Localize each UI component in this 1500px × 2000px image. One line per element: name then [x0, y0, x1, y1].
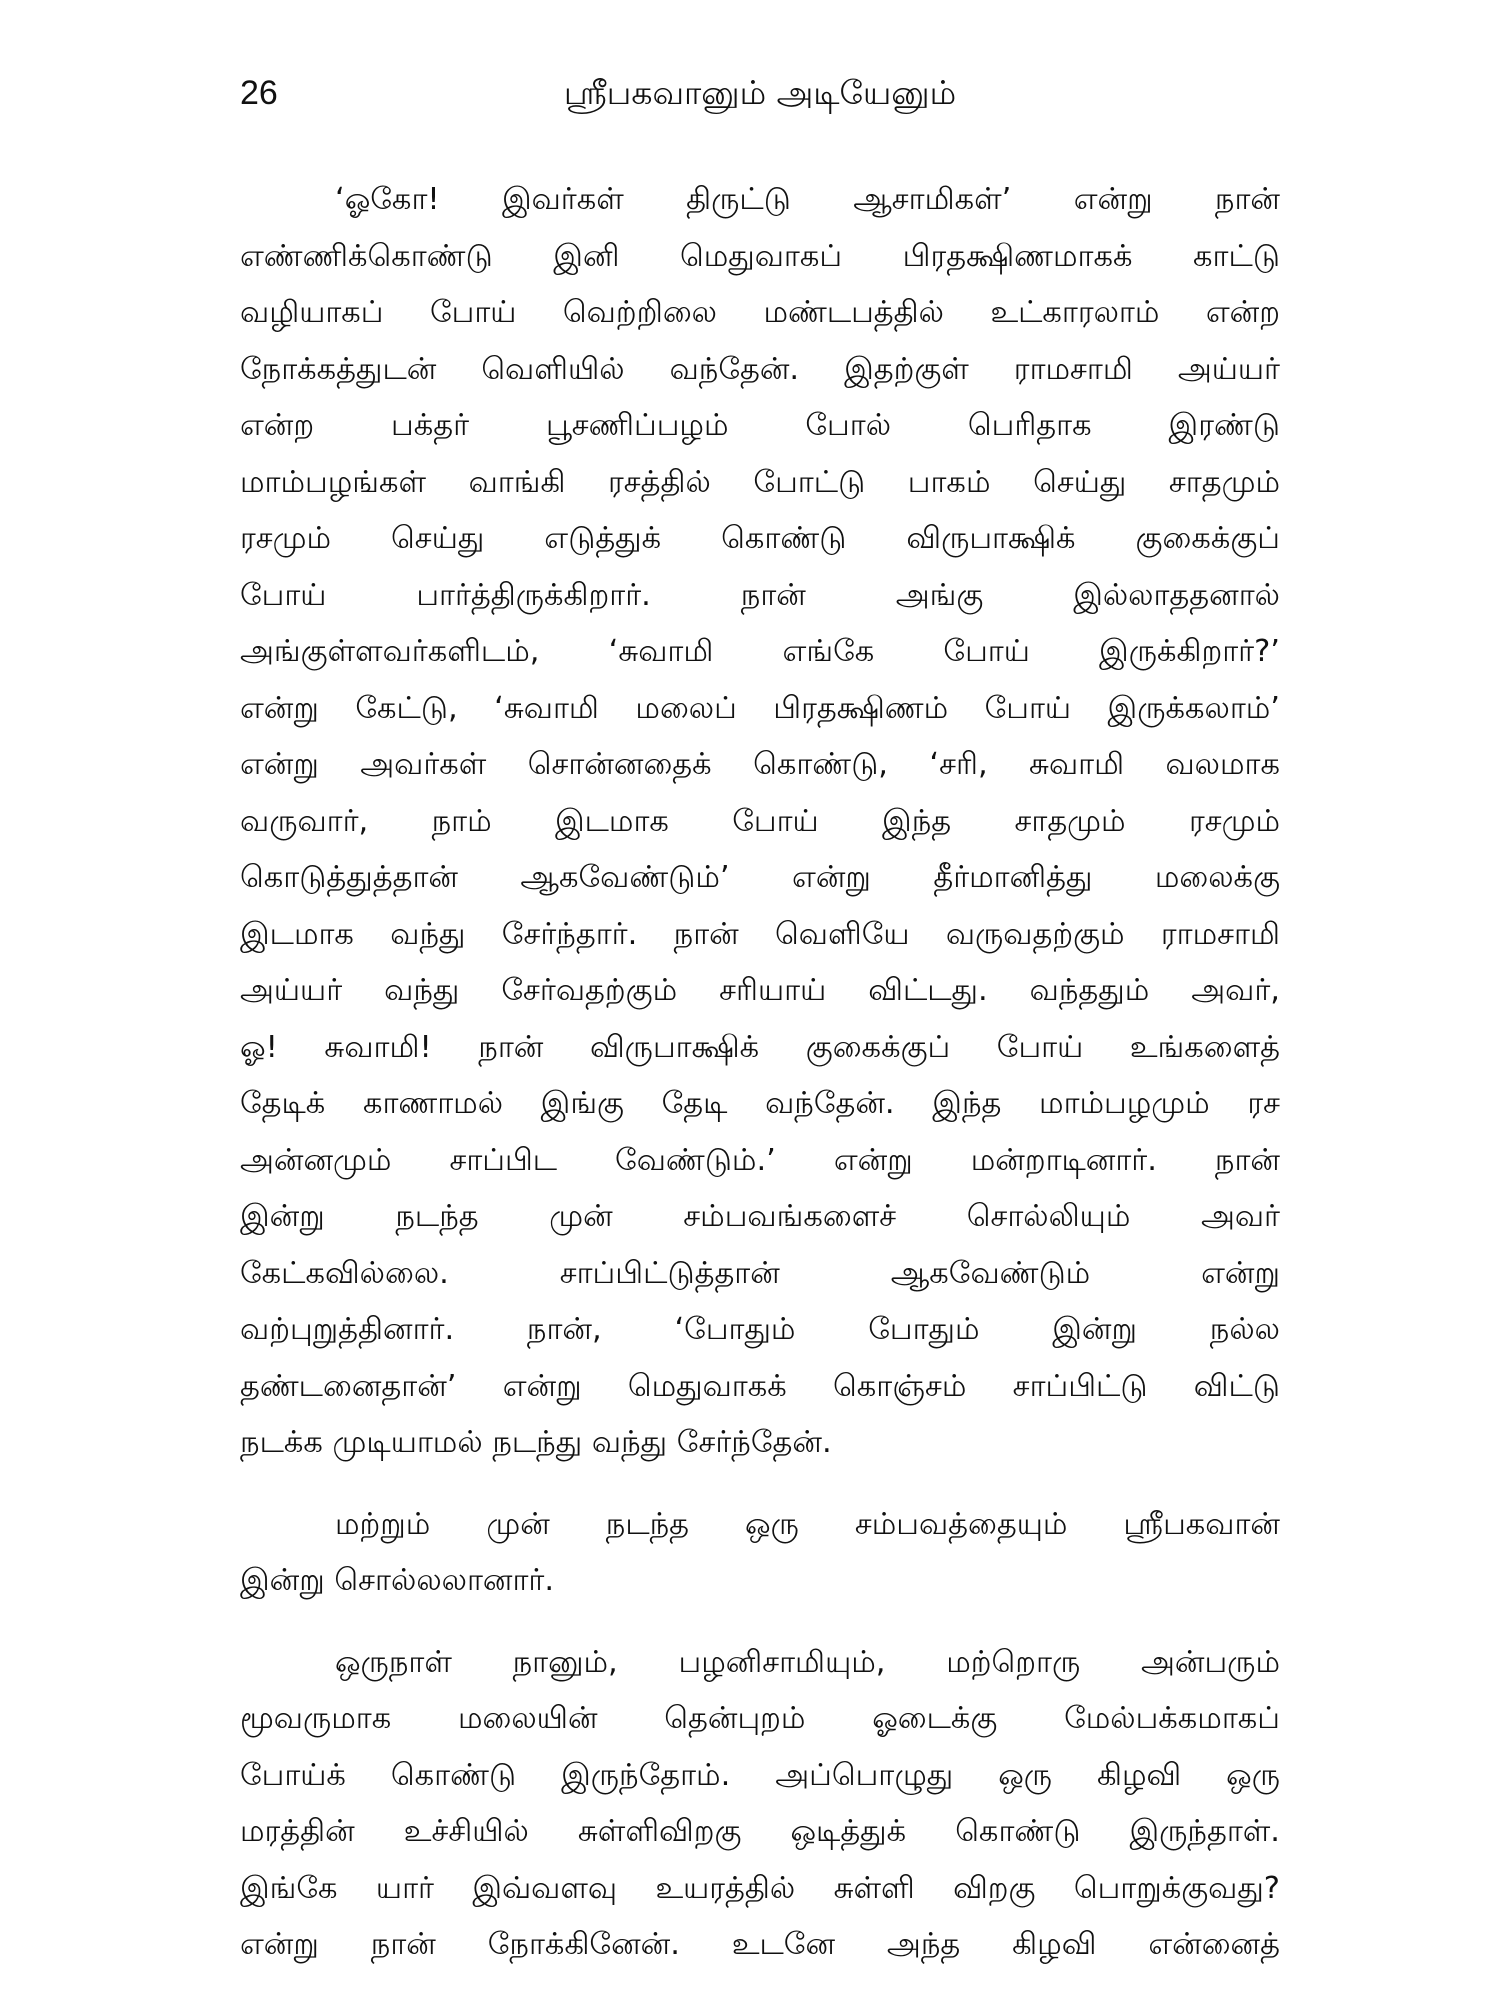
- text-line: நடக்க முடியாமல் நடந்து வந்து சேர்ந்தேன்.: [240, 1425, 832, 1460]
- paragraph-3: [240, 1635, 1280, 1974]
- text-line: இடமாக வந்து சேர்ந்தார். நான் வெளியே வருவதற்கும் ராமசாமி: [240, 916, 1280, 952]
- page-header: [240, 68, 1280, 118]
- text-line: மாம்பழங்கள் வாங்கி ரசத்தில் போட்டு பாகம் செய்து சாதமும்: [240, 464, 1280, 500]
- text-line: இன்று சொல்லலானார்.: [240, 1563, 555, 1598]
- text-line: தேடிக் காணாமல் இங்கு தேடி வந்தேன். இந்த மாம்பழமும் ரச: [240, 1086, 1280, 1121]
- text-line: நோக்கத்துடன் வெளியில் வந்தேன். இதற்குள் ராமசாமி அய்யர்: [240, 351, 1280, 387]
- text-line: இங்கே யார் இவ்வளவு உயரத்தில் சுள்ளி விறகு பொறுக்குவது?: [240, 1870, 1280, 1906]
- paragraph-2: [240, 1497, 1280, 1610]
- text-line: கொடுத்துத்தான் ஆகவேண்டும்’ என்று தீர்மானித்து மலைக்கு: [240, 860, 1280, 895]
- body-text: [240, 172, 1280, 1974]
- text-line: ‘ஓகோ! இவர்கள் திருட்டு ஆசாமிகள்’ என்று நான்: [335, 182, 1280, 217]
- text-line: கேட்கவில்லை. சாப்பிட்டுத்தான் ஆகவேண்டும் என்று: [240, 1255, 1280, 1291]
- text-line: என்று அவர்கள் சொன்னதைக் கொண்டு, ‘சரி, சுவாமி வலமாக: [240, 747, 1280, 782]
- text-line: இன்று நடந்த முன் சம்பவங்களைச் சொல்லியும் அவர்: [240, 1199, 1280, 1234]
- text-line: போய் பார்த்திருக்கிறார். நான் அங்கு இல்லாததனால்: [240, 577, 1280, 613]
- text-line: ஒருநாள் நானும், பழனிசாமியும், மற்றொரு அன்பரும்: [335, 1644, 1280, 1680]
- text-line: வருவார், நாம் இடமாக போய் இந்த சாதமும் ரசமும்: [240, 803, 1280, 839]
- text-line: அய்யர் வந்து சேர்வதற்கும் சரியாய் விட்டது. வந்ததும் அவர்,: [240, 973, 1280, 1008]
- text-line: அங்குள்ளவர்களிடம், ‘சுவாமி எங்கே போய் இருக்கிறார்?’: [240, 634, 1280, 669]
- text-line: என்ற பக்தர் பூசணிப்பழம் போல் பெரிதாக இரண்டு: [240, 408, 1280, 443]
- text-line: மூவருமாக மலையின் தென்புறம் ஓடைக்கு மேல்பக்கமாகப்: [240, 1701, 1280, 1736]
- paragraph-1: [240, 172, 1280, 1472]
- text-line: ரசமும் செய்து எடுத்துக் கொண்டு விருபாக்ஷிக் குகைக்குப்: [240, 521, 1280, 556]
- text-line: வற்புறுத்தினார். நான், ‘போதும் போதும் இன்று நல்ல: [240, 1312, 1280, 1347]
- paragraph-gap: [240, 1472, 1280, 1497]
- text-line: தண்டனைதான்’ என்று மெதுவாகக் கொஞ்சம் சாப்பிட்டு விட்டு: [240, 1368, 1280, 1404]
- text-line: என்று கேட்டு, ‘சுவாமி மலைப் பிரதக்ஷிணம் போய் இருக்கலாம்’: [240, 690, 1280, 726]
- text-line: மற்றும் முன் நடந்த ஒரு சம்பவத்தையும் ஸ்ரீபகவான்: [335, 1506, 1280, 1542]
- page-number: 26: [240, 74, 278, 112]
- paragraph-gap: [240, 1610, 1280, 1635]
- running-title: ஸ்ரீபகவானும் அடியேனும்: [563, 73, 957, 112]
- text-line: எண்ணிக்கொண்டு இனி மெதுவாகப் பிரதக்ஷிணமாகக் காட்டு: [240, 238, 1280, 274]
- text-line: ஓ! சுவாமி! நான் விருபாக்ஷிக் குகைக்குப் போய் உங்களைத்: [240, 1029, 1280, 1065]
- text-line: வழியாகப் போய் வெற்றிலை மண்டபத்தில் உட்காரலாம் என்ற: [240, 295, 1280, 330]
- text-line: அன்னமும் சாப்பிட வேண்டும்.’ என்று மன்றாடினார். நான்: [240, 1142, 1280, 1178]
- text-line: போய்க் கொண்டு இருந்தோம். அப்பொழுது ஒரு கிழவி ஒரு: [240, 1757, 1280, 1793]
- text-line: என்று நான் நோக்கினேன். உடனே அந்த கிழவி என்னைத்: [240, 1927, 1280, 1962]
- text-line: மரத்தின் உச்சியில் சுள்ளிவிறகு ஒடித்துக் கொண்டு இருந்தாள்.: [240, 1814, 1280, 1849]
